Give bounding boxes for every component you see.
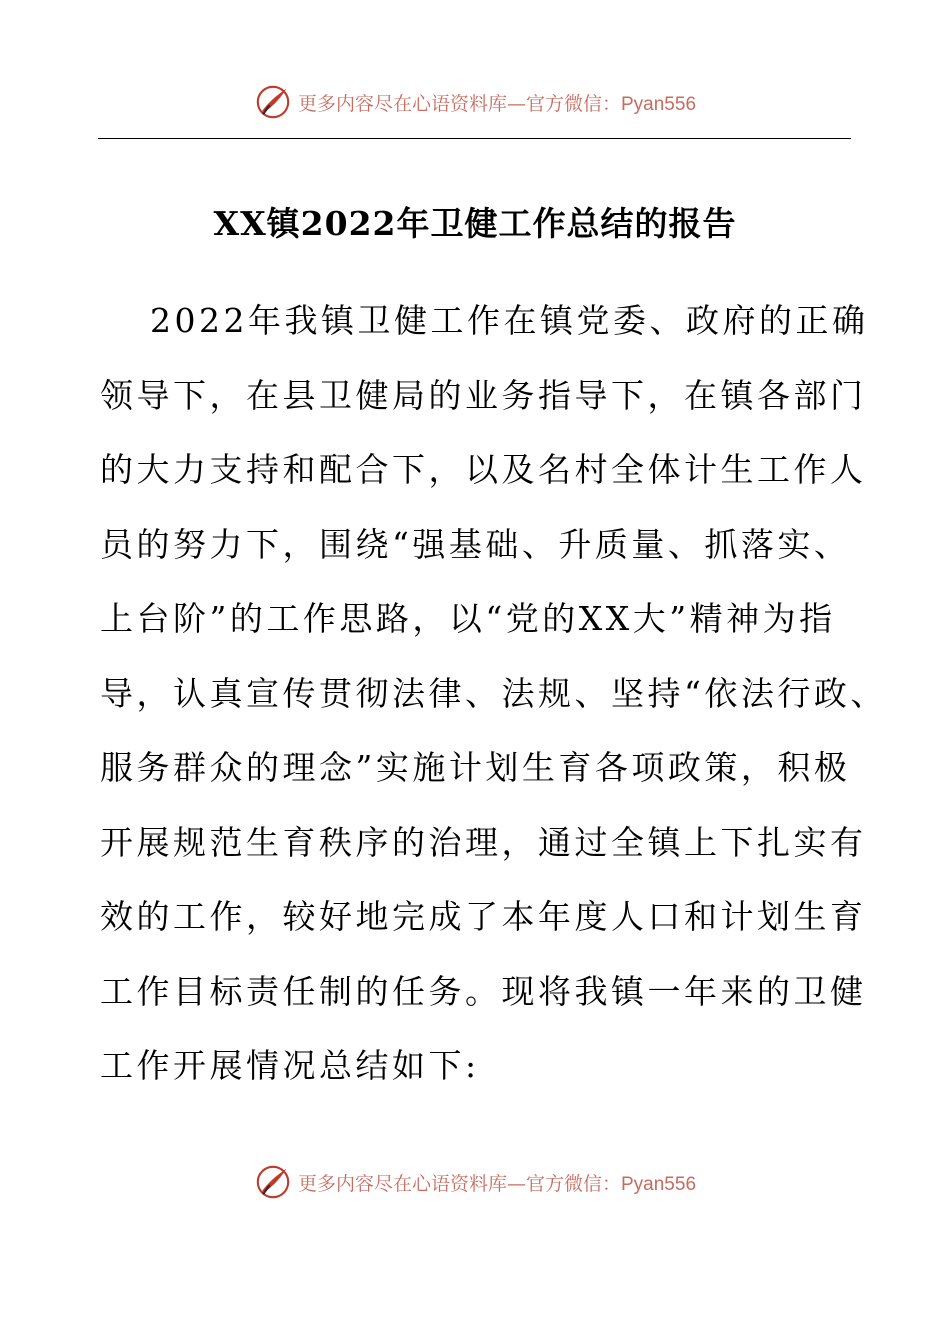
watermark-text — [298, 89, 696, 116]
paragraph-line: 工作目标责任制的任务。现将我镇一年来的卫健 — [100, 971, 867, 1011]
paragraph-line: 上台阶”的工作思路，以“党的XX大”精神为指 — [100, 599, 836, 638]
paragraph-line: 的大力支持和配合下，以及名村全体计生工作人 — [100, 450, 867, 489]
footer-watermark — [0, 1160, 950, 1204]
paragraph-line: 领导下，在县卫健局的业务指导下，在镇各部门 — [100, 375, 867, 415]
document-title: XX镇2022年卫健工作总结的报告 — [213, 204, 737, 243]
header-watermark — [0, 80, 950, 124]
watermark-wechat-id: Pyan556 — [621, 1173, 697, 1195]
paragraph-line: 服务群众的理念”实施计划生育各项政策，积极 — [100, 748, 851, 787]
watermark-wechat-id: Pyan556 — [621, 93, 697, 115]
quill-pen-logo-icon — [254, 83, 292, 121]
paragraph-line: 效的工作，较好地完成了本年度人口和计划生育 — [100, 897, 867, 936]
paragraph-line: 导，认真宣传贯彻法律、法规、坚持“依法行政、 — [100, 673, 887, 713]
document-body — [100, 292, 887, 1112]
header-divider — [98, 138, 851, 139]
watermark-label: 更多内容尽在心语资料库—官方微信： — [297, 92, 621, 115]
watermark-label: 更多内容尽在心语资料库—官方微信： — [297, 1172, 621, 1195]
paragraph-line: 开展规范生育秩序的治理，通过全镇上下扎实有 — [100, 822, 867, 862]
watermark-text — [298, 1169, 696, 1196]
paragraph-line: 员的努力下，围绕“强基础、升质量、抓落实、 — [100, 524, 851, 564]
paragraph-line: 2022年我镇卫健工作在镇党委、政府的正确 — [150, 301, 869, 340]
quill-pen-logo-icon — [254, 1163, 292, 1201]
paragraph-line: 工作开展情况总结如下: — [100, 1046, 480, 1085]
